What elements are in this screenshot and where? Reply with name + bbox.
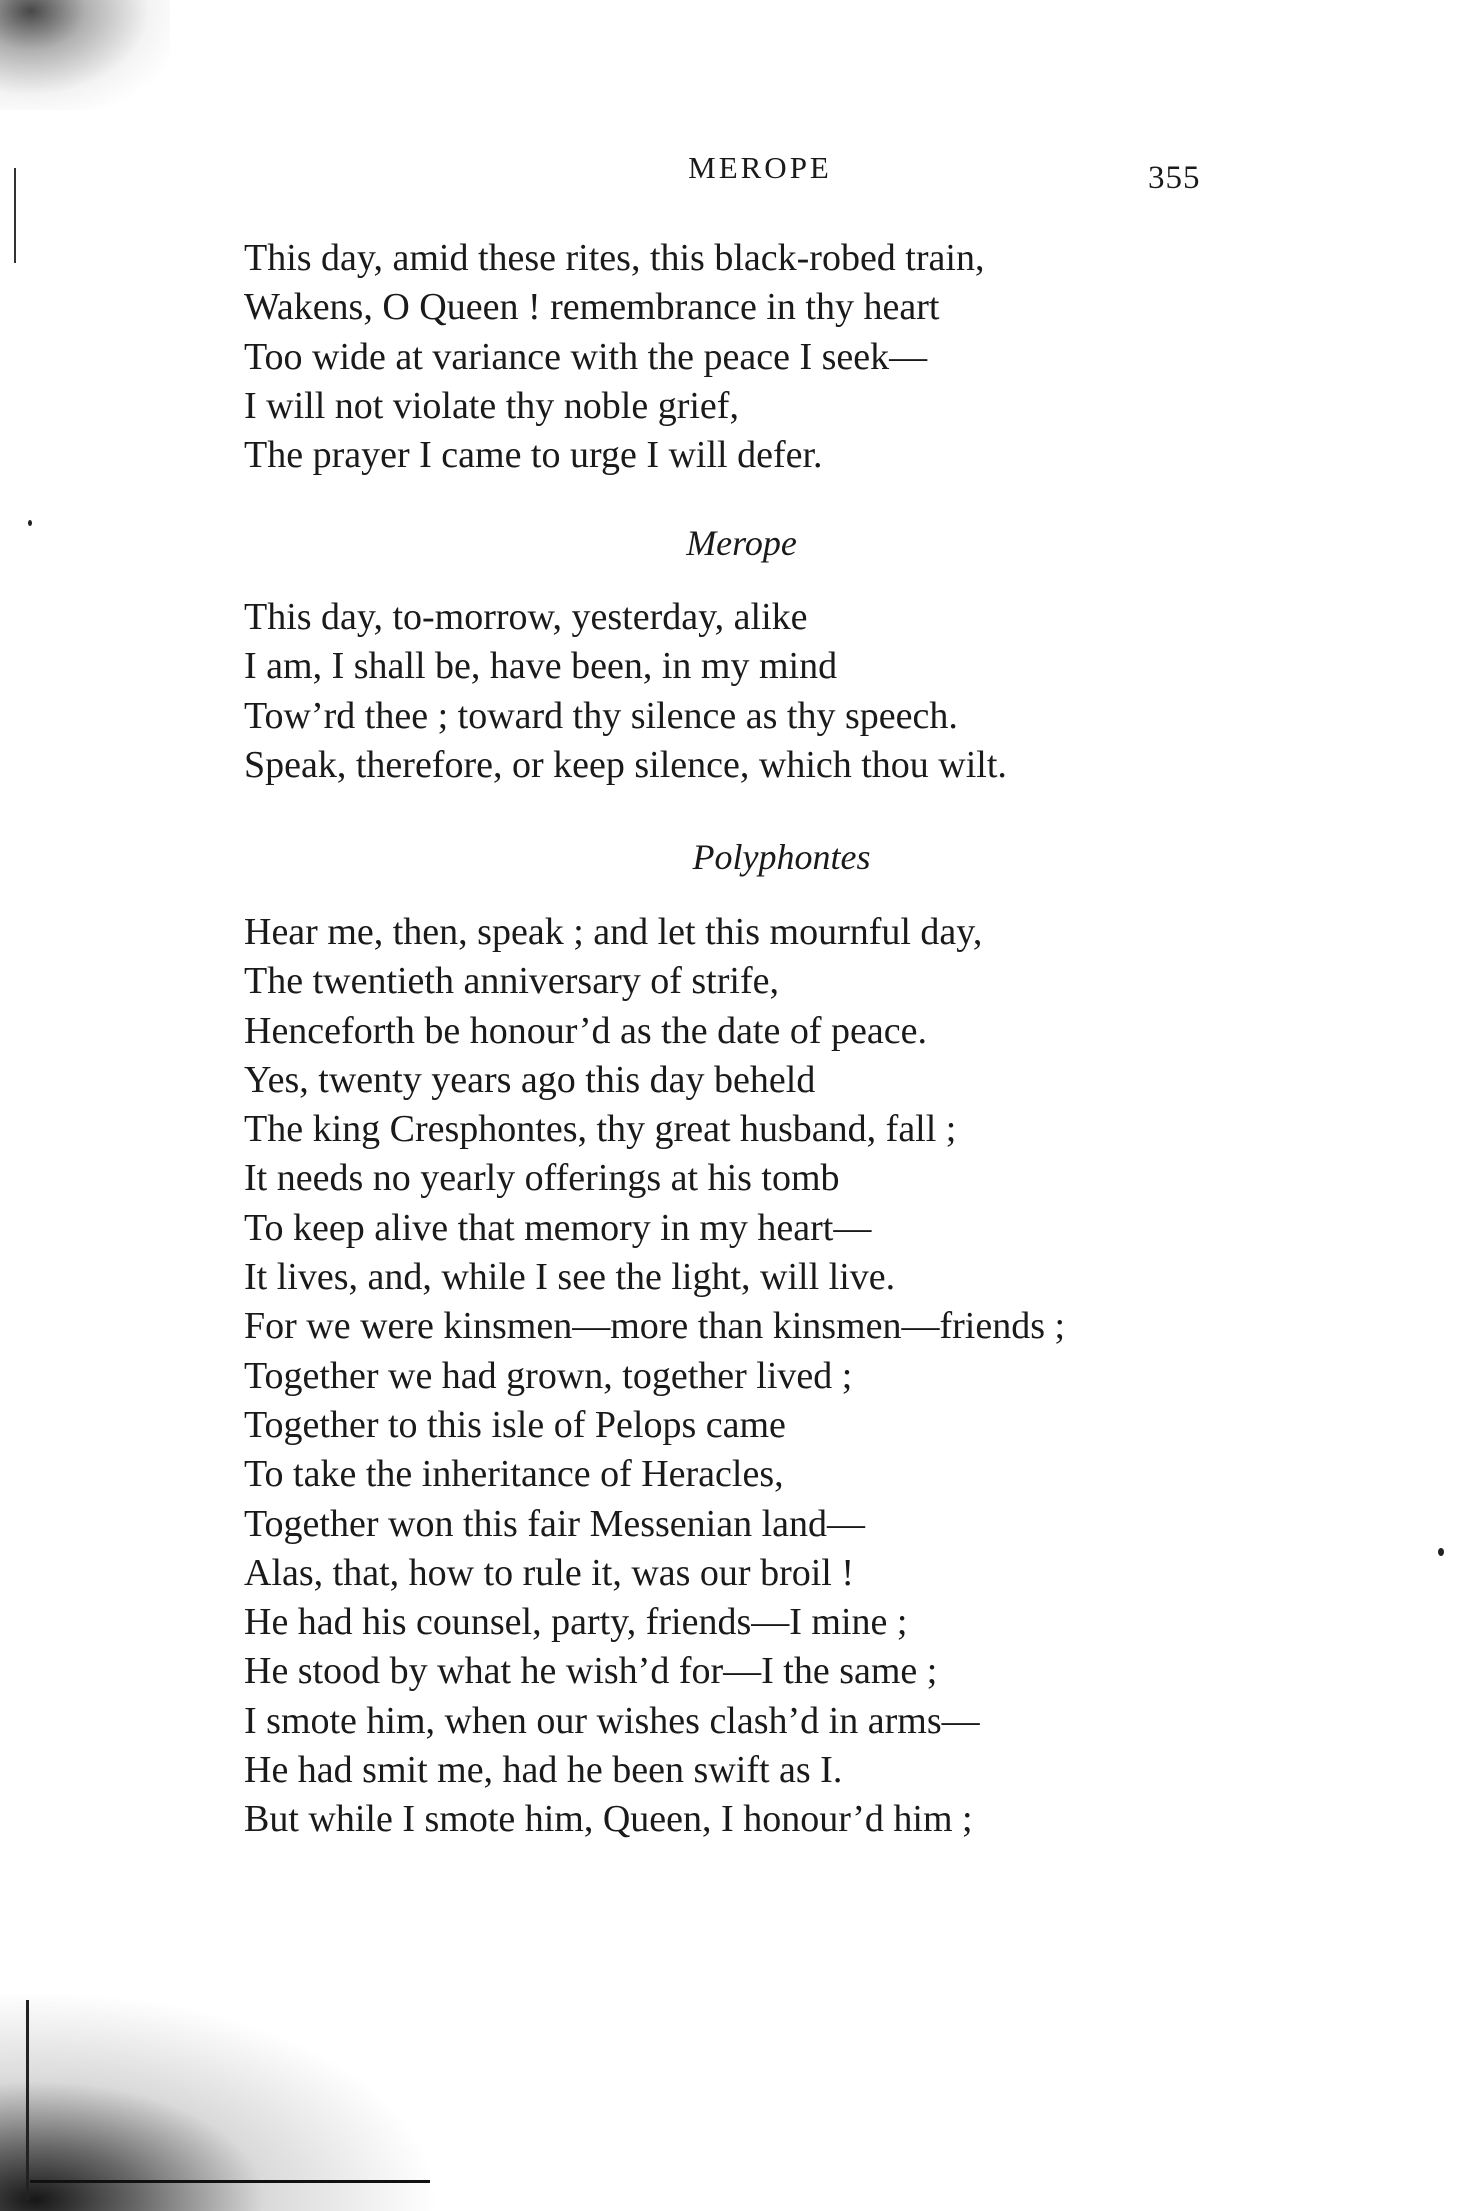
verse-line: Wakens, O Queen ! remembrance in thy heart — [244, 286, 940, 329]
verse-line: This day, to-morrow, yesterday, alike — [244, 596, 808, 638]
verse-line: He stood by what he wish’d for—I the same ; — [244, 1650, 938, 1693]
verse-line: Speak, therefore, or keep silence, which thou wilt. — [244, 743, 1007, 786]
speech-block — [244, 234, 984, 480]
verse-line: He had smit me, had he been swift as I. — [244, 1749, 843, 1792]
scan-shadow-top — [0, 0, 170, 110]
page-number: 355 — [1148, 160, 1201, 196]
verse-line: It lives, and, while I see the light, will live. — [244, 1256, 896, 1299]
verse-line: But while I smote him, Queen, I honour’d him ; — [244, 1798, 973, 1841]
verse-line: The king Cresphontes, thy great husband, fall ; — [244, 1108, 957, 1151]
verse-line: The prayer I came to urge I will defer. — [244, 434, 823, 477]
verse-line: Together we had grown, together lived ; — [244, 1354, 853, 1397]
scan-bottom-rule — [30, 2180, 430, 2183]
scan-edge-line — [14, 168, 16, 263]
verse-line: Yes, twenty years ago this day beheld — [244, 1058, 816, 1101]
verse-line: He had his counsel, party, friends—I mine ; — [244, 1601, 908, 1644]
running-title: MEROPE — [688, 150, 832, 185]
scan-shadow-bottom — [0, 1990, 440, 2211]
verse-line: It needs no yearly offerings at his tomb — [244, 1157, 840, 1200]
verse-line: To take the inheritance of Heracles, — [244, 1453, 784, 1496]
scan-edge-line-bottom — [26, 2000, 29, 2200]
verse-line: To keep alive that memory in my heart— — [244, 1206, 872, 1249]
verse-line: Alas, that, how to rule it, was our broil ! — [244, 1551, 855, 1594]
verse-line: Together won this fair Messenian land— — [244, 1502, 866, 1545]
verse-line: Tow’rd thee ; toward thy silence as thy speech. — [244, 694, 958, 737]
verse-line: Too wide at variance with the peace I seek— — [244, 335, 928, 378]
verse-line: I smote him, when our wishes clash’d in arms— — [244, 1699, 980, 1742]
verse-line: Henceforth be honour’d as the date of peace. — [244, 1009, 927, 1052]
speech-block — [244, 593, 1007, 790]
verse-line: Hear me, then, speak ; and let this mournful day, — [244, 911, 983, 953]
verse-line: The twentieth anniversary of strife, — [244, 960, 779, 1003]
verse-line: This day, amid these rites, this black-robed train, — [244, 237, 985, 279]
scan-speck — [1438, 1548, 1444, 1556]
speaker-heading: Merope — [686, 523, 797, 563]
verse-line: Together to this isle of Pelops came — [244, 1403, 786, 1446]
verse-line: I will not violate thy noble grief, — [244, 384, 739, 427]
speech-block — [244, 908, 1065, 1845]
verse-line: For we were kinsmen—more than kinsmen—friends ; — [244, 1305, 1066, 1348]
verse-line: I am, I shall be, have been, in my mind — [244, 645, 838, 688]
speaker-heading: Polyphontes — [692, 837, 871, 877]
